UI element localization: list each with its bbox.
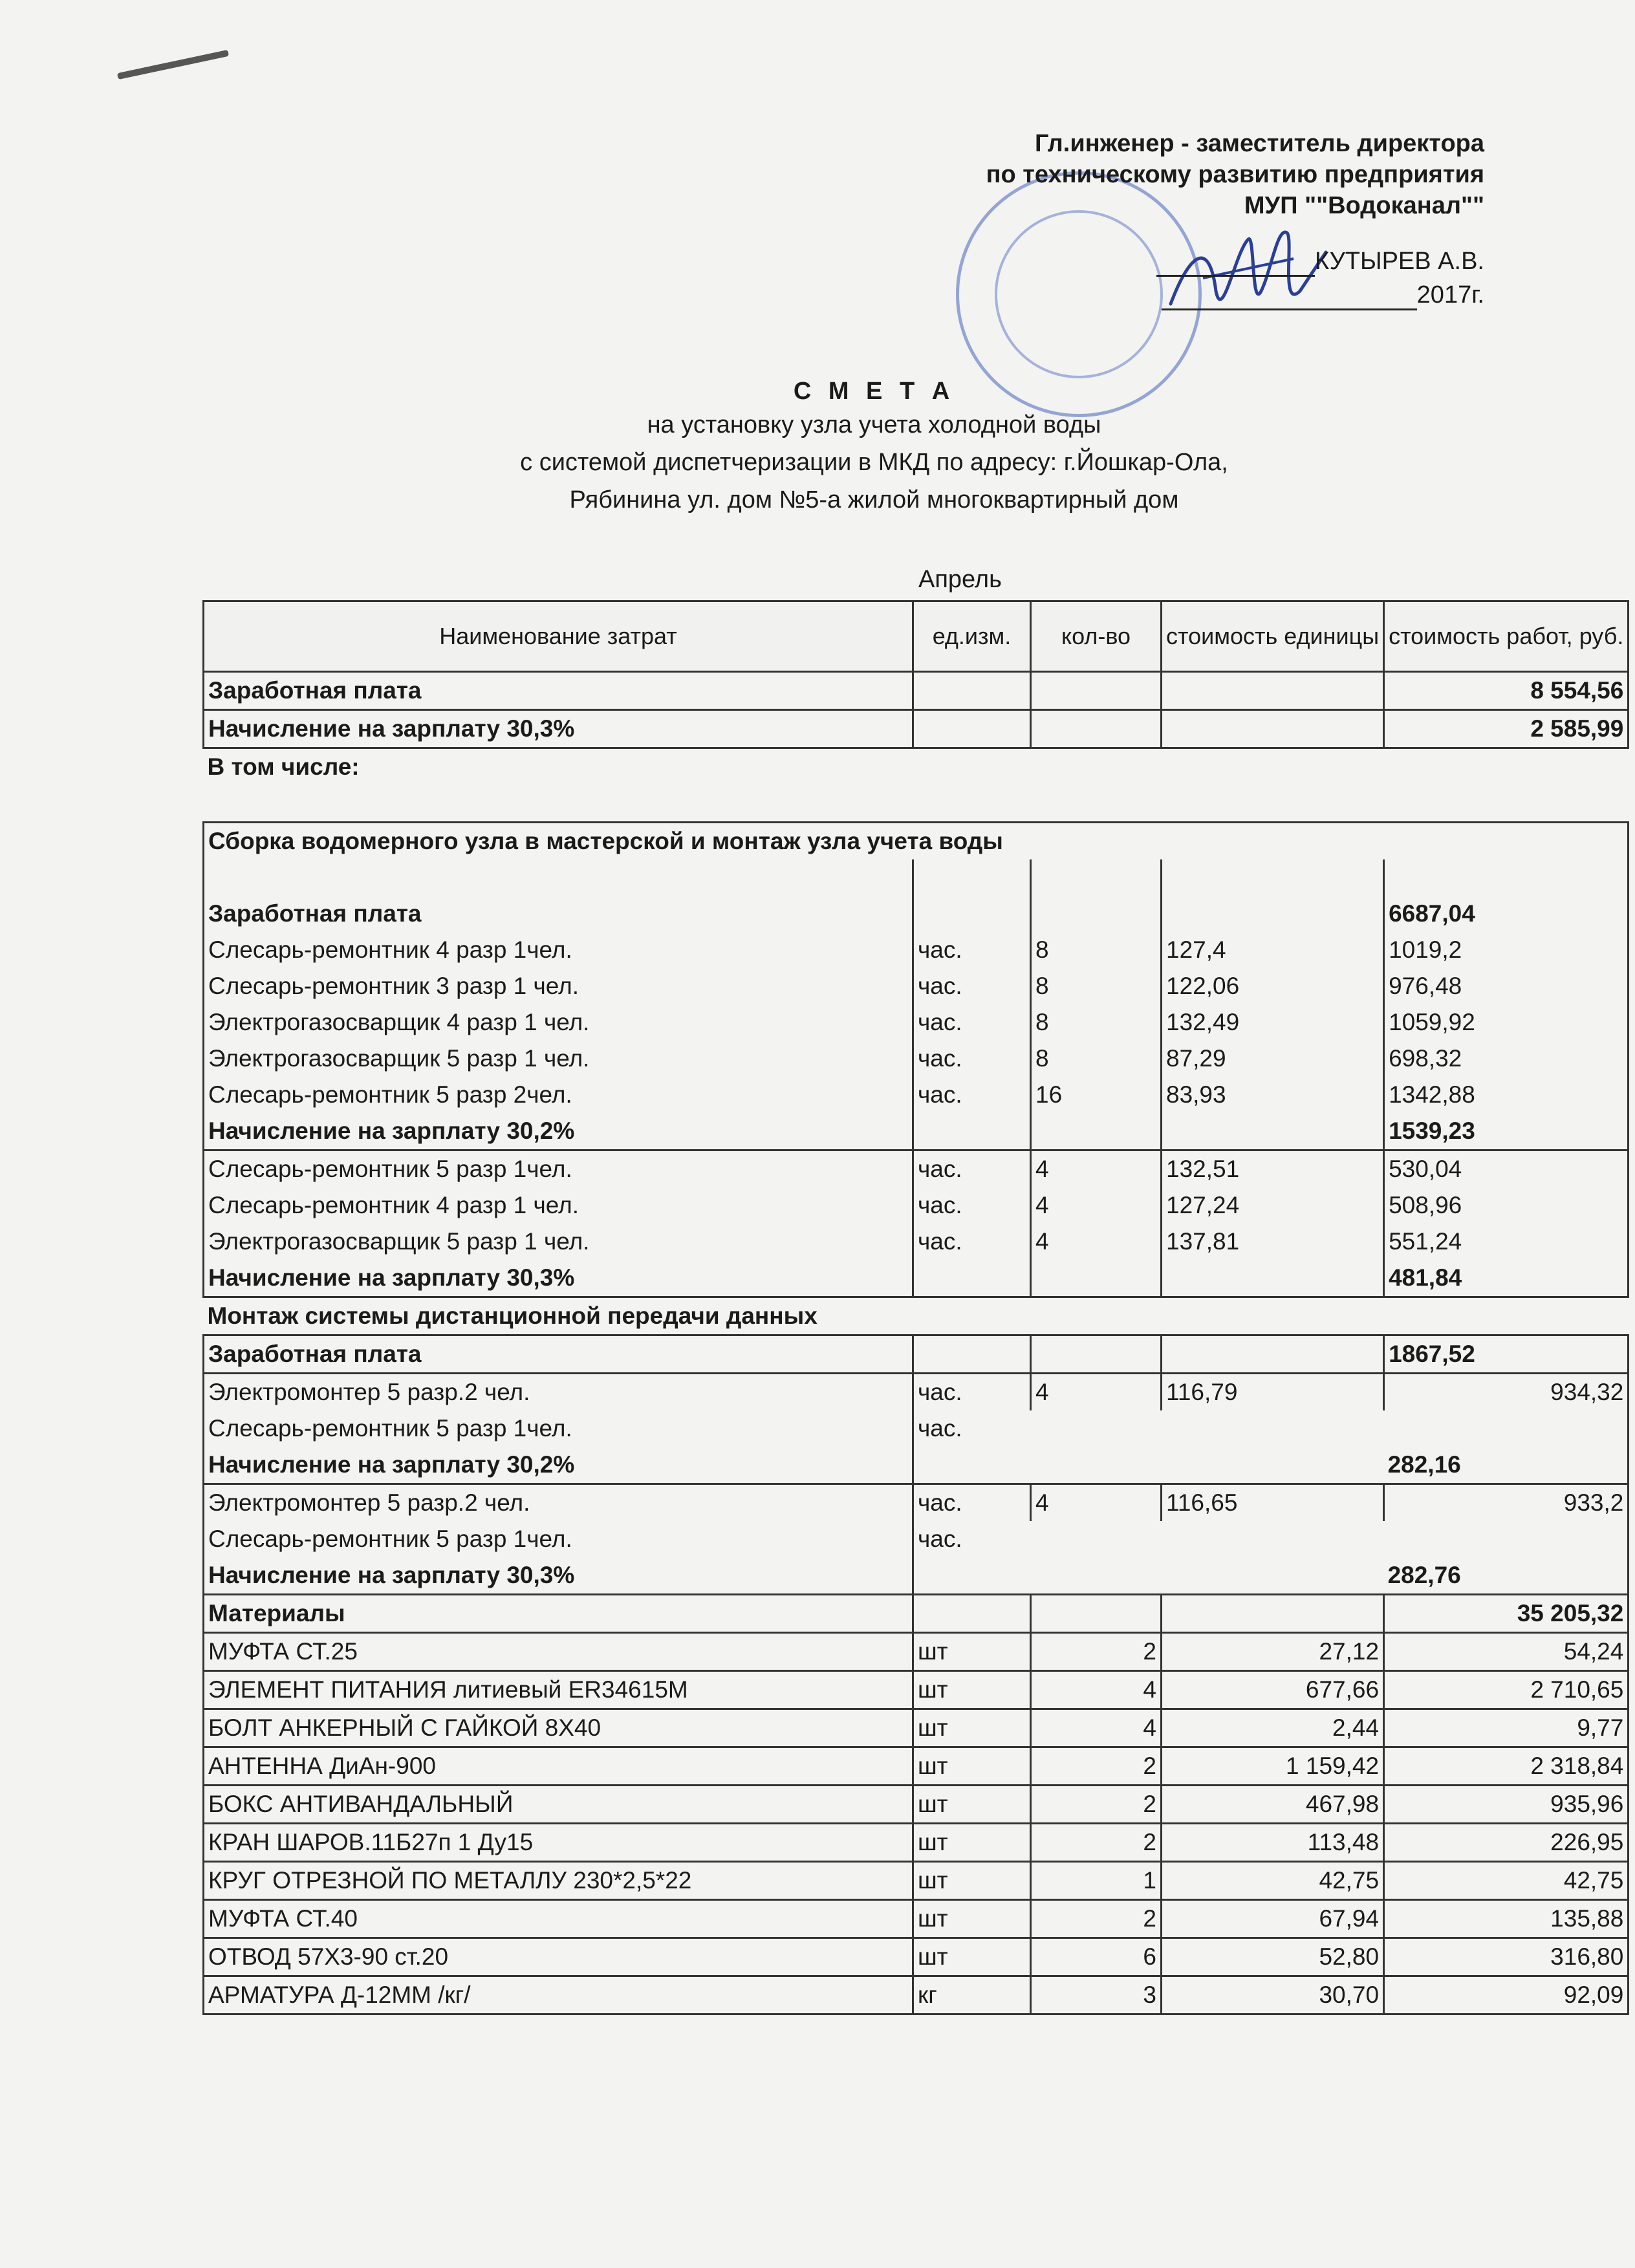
summary-row: Заработная плата 8 554,56 [204, 672, 1629, 710]
salary-row: Заработная плата 1867,52 [204, 1335, 1629, 1374]
in-total-row: В том числе: [207, 753, 360, 780]
month-label: Апрель [918, 566, 1002, 593]
approval-signer: КУТЫРЕВ А.В. [1315, 248, 1484, 275]
col-unit-header: ед.изм. [913, 601, 1031, 672]
approval-line-1: Гл.инженер - заместитель директора [1035, 130, 1484, 157]
table-row: Электрогазосварщик 4 разр 1 чел. час. 8 132,49 1059,92 [204, 1004, 1629, 1041]
materials-total-row: Материалы 35 205,32 [204, 1595, 1629, 1633]
table-row: Электрогазосварщик 5 разр 1 чел. час. 8 87,29 698,32 [204, 1041, 1629, 1077]
material-row: МУФТА СТ.25 шт 2 27,12 54,24 [204, 1633, 1629, 1671]
table-row: Электромонтер 5 разр.2 чел. час. 4 116,65 933,2 [204, 1484, 1629, 1522]
approval-line-3: МУП ""Водоканал"" [1244, 192, 1484, 219]
table-row: Слесарь-ремонтник 4 разр 1чел. час. 8 127,4 1019,2 [204, 932, 1629, 968]
material-row: КРАН ШАРОВ.11Б27п 1 Ду15 шт 2 113,48 226,95 [204, 1824, 1629, 1862]
estimate-table [202, 600, 1629, 2015]
section-1-title: Сборка водомерного узла в мастерской и монтаж узла учета воды [204, 823, 1629, 860]
material-row: МУФТА СТ.40 шт 2 67,94 135,88 [204, 1900, 1629, 1938]
table-row: Электромонтер 5 разр.2 чел. час. 4 116,79 934,32 [204, 1374, 1629, 1411]
summary-row: Начисление на зарплату 30,3% 2 585,99 [204, 710, 1629, 748]
table-row: Слесарь-ремонтник 5 разр 1чел. час. [204, 1521, 1629, 1557]
table-header [204, 601, 1629, 672]
material-row: КРУГ ОТРЕЗНОЙ ПО МЕТАЛЛУ 230*2,5*22 шт 1 42,75 42,75 [204, 1862, 1629, 1900]
table-row: Слесарь-ремонтник 3 разр 1 чел. час. 8 122,06 976,48 [204, 968, 1629, 1004]
col-name-header: Наименование затрат [204, 601, 913, 672]
accrual-row: Начисление на зарплату 30,3% 282,76 [204, 1557, 1629, 1595]
table-row: Слесарь-ремонтник 5 разр 2чел. час. 16 83,93 1342,88 [204, 1077, 1629, 1113]
material-row: ЭЛЕМЕНТ ПИТАНИЯ литиевый ER34615M шт 4 677,66 2 710,65 [204, 1671, 1629, 1709]
material-row: БОЛТ АНКЕРНЫЙ С ГАЙКОЙ 8Х40 шт 4 2,44 9,77 [204, 1709, 1629, 1747]
scan-mark [117, 50, 229, 80]
table-row: Слесарь-ремонтник 5 разр 1чел. час. [204, 1410, 1629, 1447]
accrual-row: Начисление на зарплату 30,3% 481,84 [204, 1260, 1629, 1297]
document-subtitle-3: Рябинина ул. дом №5-а жилой многоквартирный дом [569, 486, 1179, 513]
approval-year: 2017г. [1416, 281, 1484, 308]
section-title-row [204, 1297, 1629, 1335]
accrual-row: Начисление на зарплату 30,2% 1539,23 [204, 1113, 1629, 1150]
section-title-row [204, 823, 1629, 860]
material-row: БОКС АНТИВАНДАЛЬНЫЙ шт 2 467,98 935,96 [204, 1786, 1629, 1824]
salary-row: Заработная плата 6687,04 [204, 896, 1629, 932]
col-total-header: стоимость работ, руб. [1384, 601, 1629, 672]
col-unit-cost-header: стоимость единицы [1162, 601, 1384, 672]
material-row: ОТВОД 57Х3-90 ст.20 шт 6 52,80 316,80 [204, 1938, 1629, 1976]
table-row: Электрогазосварщик 5 разр 1 чел. час. 4 137,81 551,24 [204, 1224, 1629, 1260]
document-subtitle-2: с системой диспетчеризации в МКД по адресу: г.Йошкар-Ола, [520, 449, 1228, 476]
table-row: Слесарь-ремонтник 4 разр 1 чел. час. 4 127,24 508,96 [204, 1187, 1629, 1224]
material-row: АНТЕННА ДиАн-900 шт 2 1 159,42 2 318,84 [204, 1747, 1629, 1786]
table-row: Слесарь-ремонтник 5 разр 1чел. час. 4 132,51 530,04 [204, 1150, 1629, 1188]
document-title: С М Е Т А [793, 378, 955, 405]
document-subtitle-1: на установку узла учета холодной воды [647, 411, 1101, 438]
approval-block [902, 128, 1484, 310]
material-row: АРМАТУРА Д-12ММ /кг/ кг 3 30,70 92,09 [204, 1976, 1629, 2014]
col-qty-header: кол-во [1031, 601, 1162, 672]
accrual-row: Начисление на зарплату 30,2% 282,16 [204, 1447, 1629, 1484]
section-2-title: Монтаж системы дистанционной передачи данных [207, 1302, 817, 1329]
approval-line-2: по техническому развитию предприятия [986, 161, 1484, 188]
